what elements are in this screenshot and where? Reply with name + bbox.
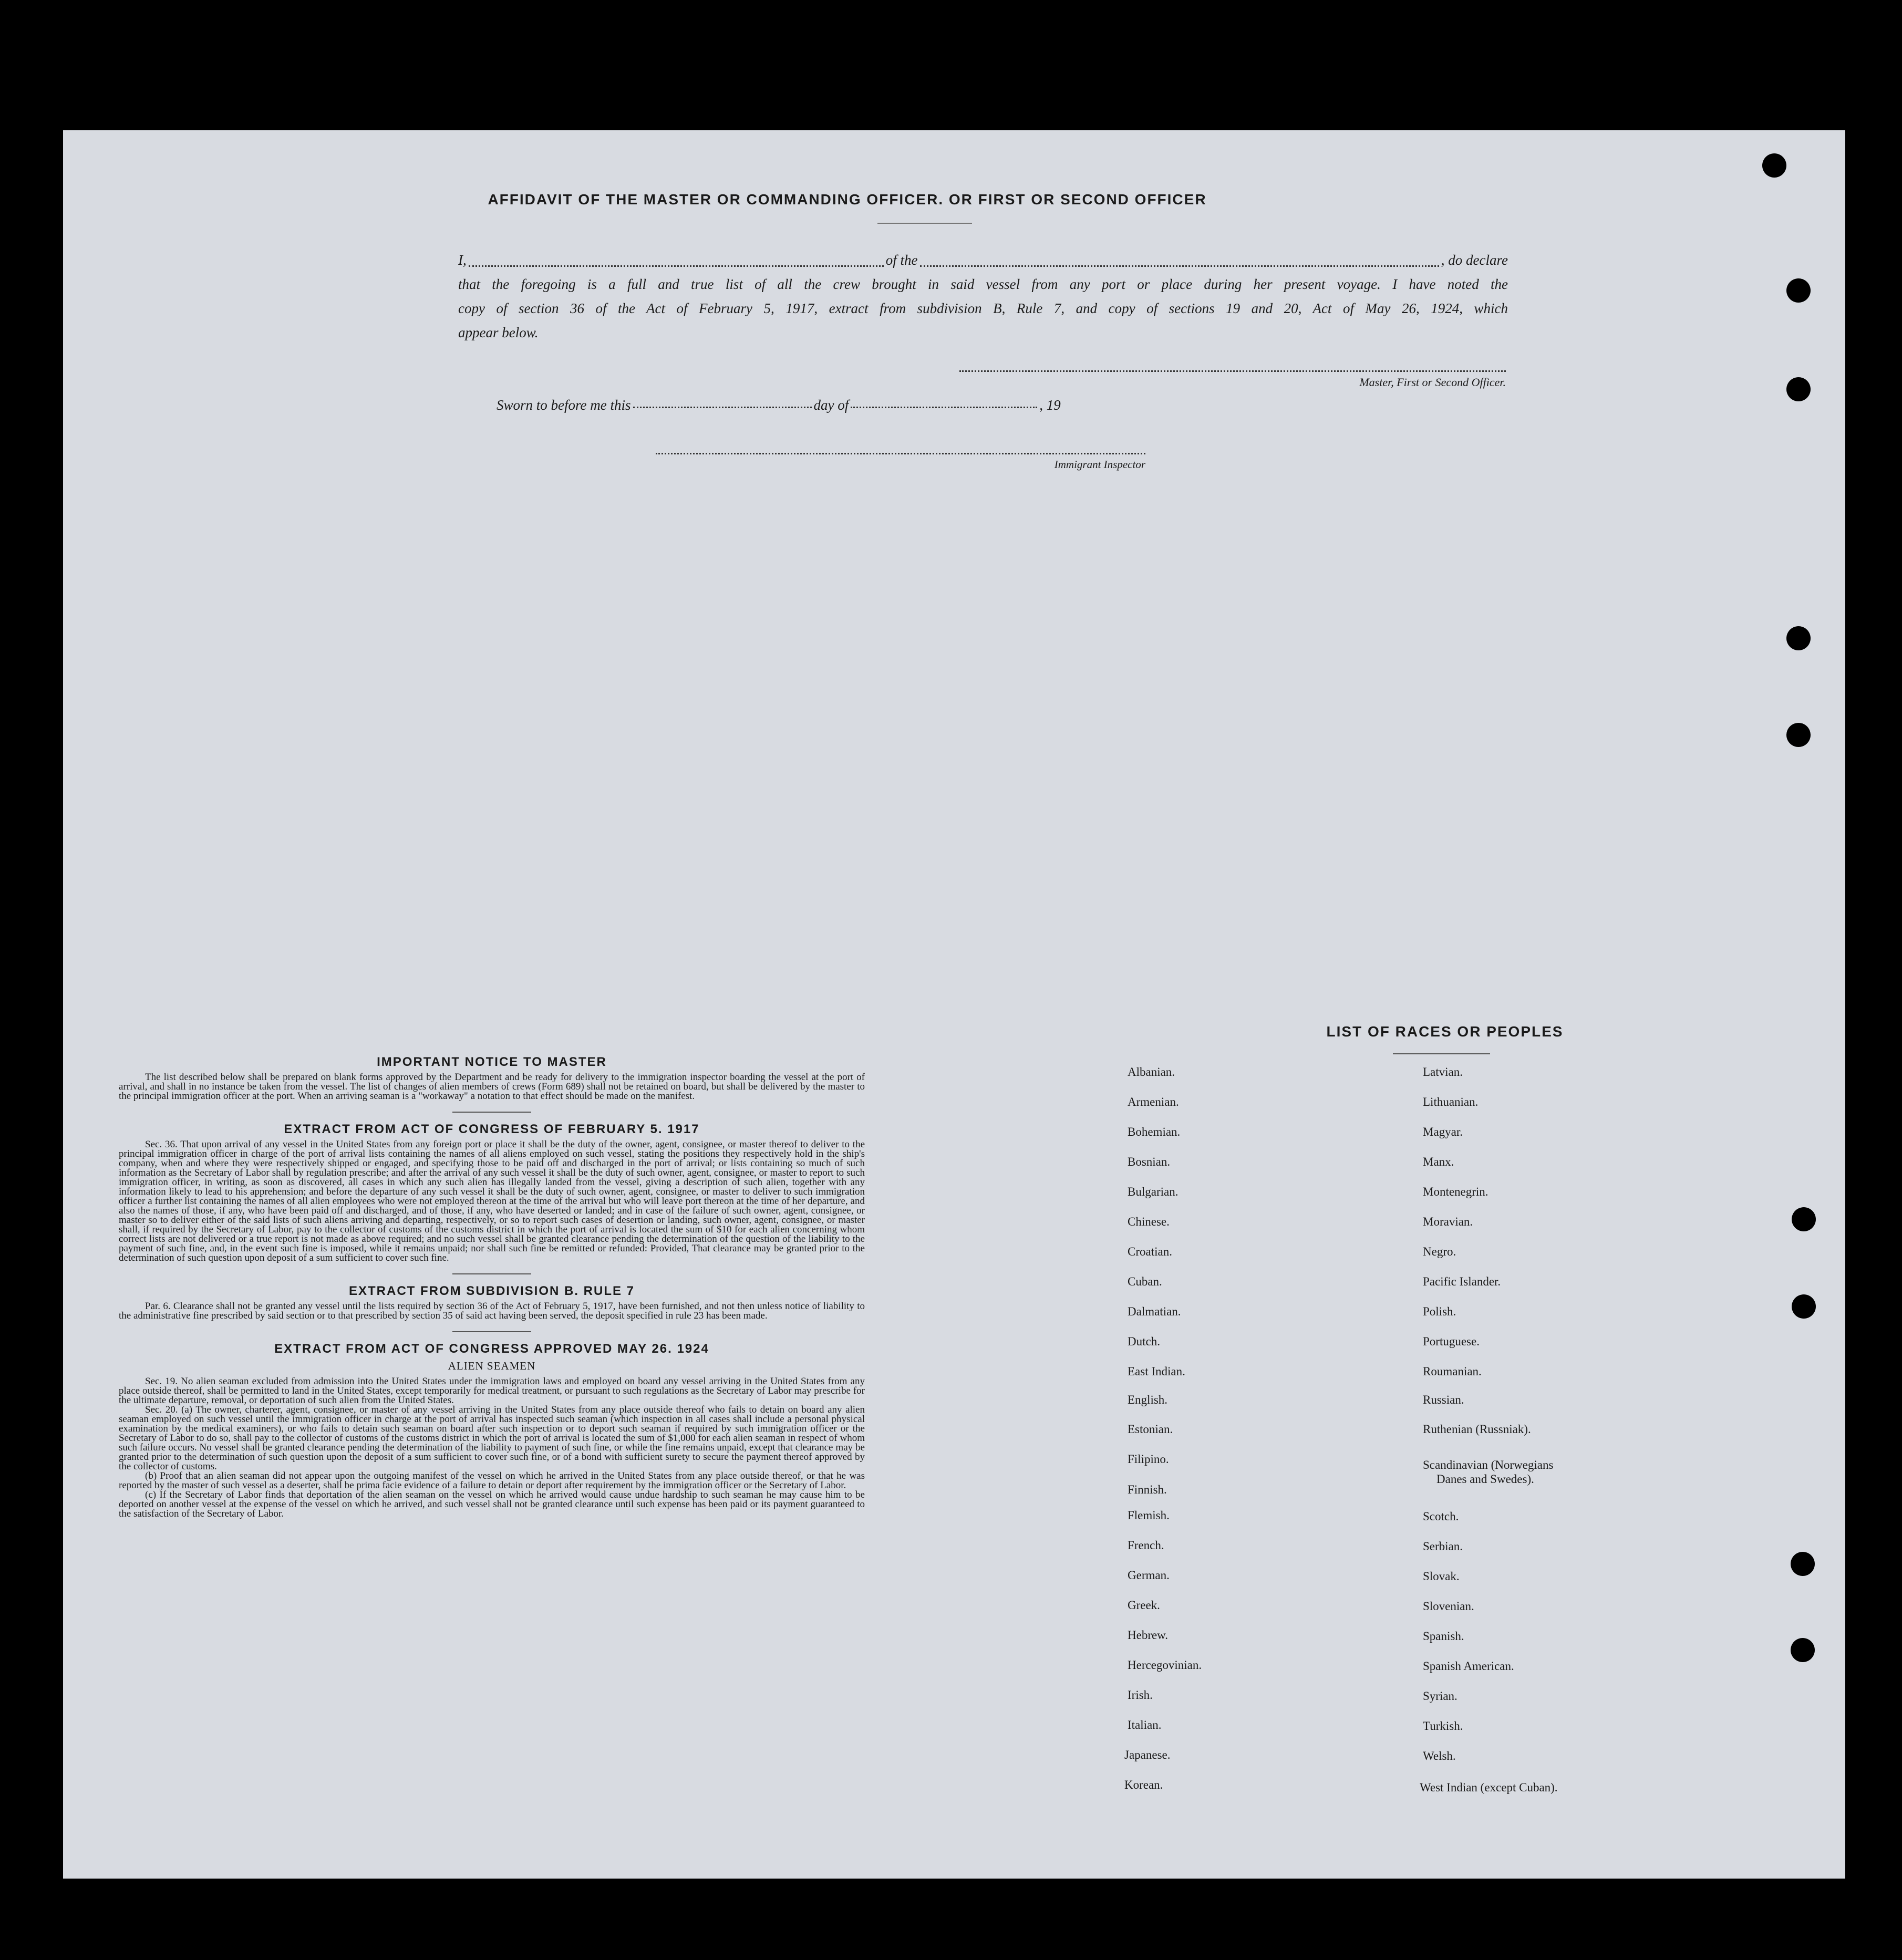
race-item: West Indian (except Cuban). bbox=[1420, 1781, 1558, 1794]
race-item: Hercegovinian. bbox=[1128, 1658, 1202, 1672]
sworn-line bbox=[497, 397, 1180, 413]
punch-hole bbox=[1762, 153, 1786, 178]
race-item: Lithuanian. bbox=[1423, 1095, 1479, 1108]
race-item: Korean. bbox=[1124, 1778, 1163, 1791]
race-item: Pacific Islander. bbox=[1423, 1275, 1501, 1288]
race-item: Turkish. bbox=[1423, 1719, 1463, 1733]
punch-hole bbox=[1791, 1552, 1815, 1576]
sec20b-text: (b) Proof that an alien seaman did not appear upon the outgoing manifest of the vessel on which he arrived in the United States from any place outside thereof, or that he was reported by the master of such vessel as a deserter, shall be prima facie evidence of a failure to detain or deport after requirement by the immigration officer or the Secretary of Labor. bbox=[119, 1470, 865, 1491]
sec19-text: Sec. 19. No alien seaman excluded from admission into the United States under the immigration laws and employed on board any vessel arriving in the United States from any place outside thereof, shall be permitted to land in the United States, except temporarily for medical treatment, or pursuant to such regulations as the Secretary of Labor may prescribe for the ultimate departure, removal, or deportation of such alien from the United States. bbox=[119, 1376, 865, 1406]
section-divider bbox=[452, 1273, 531, 1274]
day-of-label: day of bbox=[813, 397, 849, 413]
race-item: Slovenian. bbox=[1423, 1600, 1474, 1613]
extract-1917-text: Sec. 36. That upon arrival of any vessel in the United States from any foreign port or place it shall be the duty of the owner, agent, consignee, or master thereof to deliver to the principal immigration officer in charge of the port of arrival lists containing the names of all aliens employed on such vessel, stating the positions they respectively hold in the ship's company, when and where they were respectively shipped or engaged, and specifying those to be paid off and discharged in the port of arrival; or lists containing so much of such information as the Secretary of Labor shall by regulation prescribe; and after the arrival of any such vessel it shall be the duty of such owner, agent, consignee, or master to report to such immigration officer, in writing, as soon as discovered, all cases in which any such alien has illegally landed from the vessel, giving a description of such alien, together with any information likely to lead to his apprehension; and before the departure of any such vessel it shall be the duty of such owner, agent, consignee, or master to deliver to such immigration officer a further list containing the names of all alien employees who were not employed thereon at the time of the arrival but who will leave port thereon at the time of her departure, and also the names of those, if any, who have been paid off and discharged, and of those, if any, who have deserted or landed; and in case of the failure of such owner, agent, consignee, or master so to deliver either of the said lists of such aliens arriving and departing, respectively, or so to report such cases of desertion or landing, such owner, agent, consignee, or master shall, if required by the Secretary of Labor, pay to the collector of customs of the customs district in which the port of arrival is located the sum of $10 for each alien concerning whom correct lists are not delivered or a true report is not made as above required; and no such vessel shall be granted clearance pending the determination of the question of the liability to the payment of such fine, and, in the event such fine is imposed, while it remains unpaid; nor shall such fine be remitted or refunded: Provided, That clearance may be granted prior to the determination of such question upon deposit of a sum sufficient to cover such fine. bbox=[119, 1139, 865, 1263]
race-item: Portuguese. bbox=[1423, 1335, 1480, 1348]
race-item: Ruthenian (Russniak). bbox=[1423, 1423, 1531, 1436]
race-item: Syrian. bbox=[1423, 1689, 1457, 1703]
punch-hole bbox=[1786, 278, 1811, 303]
of-the-label: of the bbox=[885, 252, 918, 268]
title-rule bbox=[877, 223, 972, 224]
race-item: Scandinavian (Norwegians bbox=[1423, 1458, 1554, 1471]
punch-hole bbox=[1786, 723, 1811, 747]
extract-1917-title: EXTRACT FROM ACT OF CONGRESS OF FEBRUARY 5. 1917 bbox=[284, 1122, 700, 1136]
extract-1924-title: EXTRACT FROM ACT OF CONGRESS APPROVED MAY 26. 1924 bbox=[274, 1342, 709, 1356]
race-item: English. bbox=[1128, 1393, 1168, 1406]
race-item: Danes and Swedes). bbox=[1436, 1472, 1534, 1486]
race-item: Japanese. bbox=[1124, 1748, 1171, 1761]
legal-notices-column bbox=[119, 1051, 865, 1519]
year-label: , 19 bbox=[1039, 397, 1061, 413]
race-item: Estonian. bbox=[1128, 1423, 1173, 1436]
race-item: Bosnian. bbox=[1128, 1155, 1171, 1168]
race-item: Scotch. bbox=[1423, 1510, 1459, 1523]
extract-rule7-text: Par. 6. Clearance shall not be granted any vessel until the lists required by section 36 of the Act of February 5, 1917, have been furnished, and not then unless notice of liability to the administrative fine prescribed by said section or to that prescribed by section 35 of said act having been served, the deposit specified in rule 23 has been made. bbox=[119, 1301, 865, 1321]
day-field[interactable] bbox=[633, 407, 812, 408]
race-item: Chinese. bbox=[1128, 1215, 1170, 1228]
race-item: Magyar. bbox=[1423, 1125, 1463, 1138]
race-item: Spanish. bbox=[1423, 1630, 1464, 1643]
race-item: Finnish. bbox=[1128, 1483, 1167, 1496]
race-item: Manx. bbox=[1423, 1155, 1454, 1168]
race-item: Albanian. bbox=[1128, 1065, 1175, 1078]
race-item: Flemish. bbox=[1128, 1509, 1170, 1522]
section-divider bbox=[452, 1331, 531, 1332]
sec20a-text: Sec. 20. (a) The owner, charterer, agent, consignee, or master of any vessel arriving in the United States from any place outside thereof who fails to detain on board any alien seaman employed on such vessel until the immigration officer in charge at the port of arrival has inspected such seaman (which inspection in all cases shall include a personal physical examination by the medical examiners), or who fails to detain such seaman on board after such inspection or to deport such seaman if required by such immigration officer or the Secretary of Labor to do so, shall pay to the collector of customs of the customs district in which the port of arrival is located the sum of $1,000 for each alien seaman in respect of whom such failure occurs. No vessel shall be granted clearance pending the determination of the liability to payment of such fine, or while the fine remains unpaid, except that clearance may be granted prior to the determination of such question upon the deposit of a sum sufficient to cover such fine, or of a bond with sufficient surety to secure the payment thereof approved by the collector of customs. bbox=[119, 1404, 865, 1472]
inspector-signature-field[interactable] bbox=[656, 453, 1145, 454]
punch-hole bbox=[1792, 1294, 1816, 1319]
race-item: Polish. bbox=[1423, 1305, 1456, 1318]
month-field[interactable] bbox=[851, 407, 1037, 408]
race-item: Dalmatian. bbox=[1128, 1305, 1181, 1318]
race-item: Dutch. bbox=[1128, 1335, 1160, 1348]
declaration-line bbox=[458, 248, 1508, 272]
vessel-name-field[interactable] bbox=[920, 265, 1439, 267]
race-item: German. bbox=[1128, 1569, 1170, 1582]
race-item: Montenegrin. bbox=[1423, 1185, 1488, 1198]
section-divider bbox=[452, 1112, 531, 1113]
notice-text: The list described below shall be prepared on blank forms approved by the Department and be ready for delivery to the immigration inspector boarding the vessel at the port of arrival, and shall in no instance be taken from the vessel. The list of changes of alien members of crews (Form 689) shall not be retained on board, but shall be delivered by the master to the principal immigration officer at the port. When an arriving seaman is a "workaway" a notation to that effect should be made on the manifest. bbox=[119, 1072, 865, 1102]
race-item: Greek. bbox=[1128, 1599, 1160, 1612]
extract-rule7-title: EXTRACT FROM SUBDIVISION B. RULE 7 bbox=[348, 1284, 635, 1298]
affidavit-line-4: appear below. bbox=[458, 325, 539, 340]
race-item: Slovak. bbox=[1423, 1570, 1460, 1583]
inspector-caption: Immigrant Inspector bbox=[1054, 458, 1145, 471]
punch-hole bbox=[1786, 626, 1811, 650]
race-item: East Indian. bbox=[1128, 1365, 1185, 1378]
race-item: Bohemian. bbox=[1128, 1125, 1181, 1138]
form-sheet bbox=[63, 130, 1845, 1879]
affidavit-body bbox=[458, 248, 1508, 345]
master-signature-caption: Master, First or Second Officer. bbox=[1359, 376, 1506, 389]
race-item: Russian. bbox=[1423, 1393, 1464, 1406]
i-label: I, bbox=[458, 252, 467, 268]
race-item: French. bbox=[1128, 1539, 1164, 1552]
race-item: Irish. bbox=[1128, 1688, 1153, 1702]
races-title: LIST OF RACES OR PEOPLES bbox=[1326, 1023, 1564, 1040]
race-item: Negro. bbox=[1423, 1245, 1456, 1258]
punch-hole bbox=[1792, 1207, 1816, 1231]
notice-title: IMPORTANT NOTICE TO MASTER bbox=[377, 1055, 607, 1069]
race-item: Latvian. bbox=[1423, 1065, 1463, 1078]
punch-hole bbox=[1786, 377, 1811, 401]
master-signature-field[interactable] bbox=[959, 370, 1506, 372]
race-item: Cuban. bbox=[1128, 1275, 1162, 1288]
race-item: Filipino. bbox=[1128, 1453, 1169, 1466]
race-item: Hebrew. bbox=[1128, 1629, 1169, 1642]
race-item: Moravian. bbox=[1423, 1215, 1473, 1228]
alien-seamen-subtitle: ALIEN SEAMEN bbox=[448, 1360, 536, 1372]
race-item: Croatian. bbox=[1128, 1245, 1172, 1258]
affidavit-line-3: copy of section 36 of the Act of February 5, 1917, extract from subdivision B, Rule 7, and copy of sections 19 and 20, Act of May 26, 1924, which bbox=[458, 300, 1508, 316]
race-item: Bulgarian. bbox=[1128, 1185, 1179, 1198]
do-declare-label: , do declare bbox=[1441, 252, 1508, 268]
race-item: Roumanian. bbox=[1423, 1365, 1482, 1378]
races-title-rule bbox=[1393, 1053, 1490, 1054]
race-item: Spanish American. bbox=[1423, 1660, 1514, 1673]
sworn-label: Sworn to before me this bbox=[497, 397, 631, 413]
race-item: Welsh. bbox=[1423, 1749, 1456, 1762]
master-name-field[interactable] bbox=[469, 265, 884, 267]
affidavit-title: AFFIDAVIT OF THE MASTER OR COMMANDING OFFICER. OR FIRST OR SECOND OFFICER bbox=[488, 191, 1207, 208]
sec20c-text: (c) If the Secretary of Labor finds that deportation of the alien seaman on the vessel on which he arrived would cause undue hardship to such seaman he may cause him to be deported on another vessel at the expense of the vessel on which he arrived, and such vessel shall not be granted clearance until such expense has been paid or its payment guaranteed to the satisfaction of the Secretary of Labor. bbox=[119, 1489, 865, 1519]
punch-hole bbox=[1791, 1638, 1815, 1662]
race-item: Armenian. bbox=[1128, 1095, 1179, 1108]
race-item: Italian. bbox=[1128, 1718, 1162, 1731]
affidavit-line-2: that the foregoing is a full and true list of all the crew brought in said vessel from any port or place during her present voyage. I have noted the bbox=[458, 276, 1508, 292]
race-item: Serbian. bbox=[1423, 1540, 1463, 1553]
